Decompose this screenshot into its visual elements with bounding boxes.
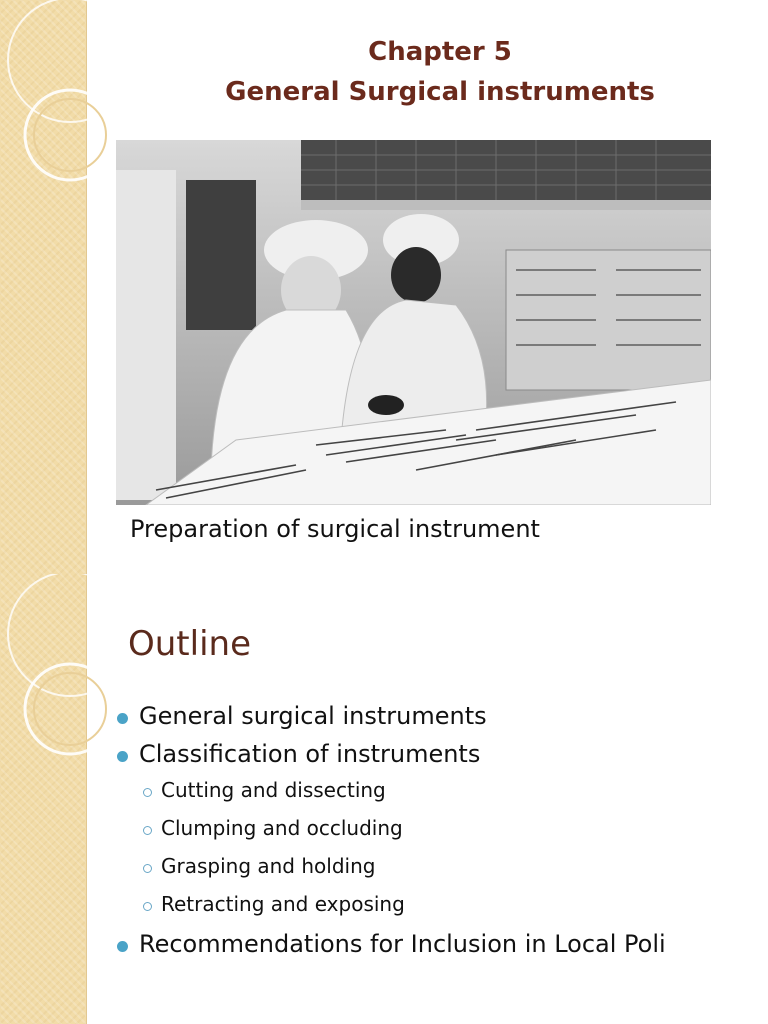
sub-list-item	[115, 816, 755, 840]
sub-list-item-label: Cutting and dissecting	[161, 778, 386, 802]
outline-list	[115, 702, 755, 968]
list-item	[115, 740, 755, 768]
bullet-icon	[117, 713, 128, 724]
list-item-label: Classification of instruments	[139, 740, 481, 768]
sub-bullet-icon	[143, 788, 152, 797]
surgical-preparation-photo	[116, 140, 711, 505]
sub-list-item	[115, 778, 755, 802]
sub-list-item-label: Retracting and exposing	[161, 892, 405, 916]
slide-outline	[0, 574, 768, 1024]
list-item-label: Recommendations for Inclusion in Local Poli	[139, 930, 666, 958]
list-item	[115, 930, 755, 958]
chapter-number: Chapter 5	[368, 37, 512, 67]
decorative-rings	[0, 0, 120, 574]
list-item	[115, 702, 755, 730]
sub-list-item	[115, 854, 755, 878]
outline-heading: Outline	[128, 624, 252, 664]
photo-caption: Preparation of surgical instrument	[130, 515, 540, 543]
sub-bullet-icon	[143, 864, 152, 873]
sub-list-item	[115, 892, 755, 916]
list-item-label: General surgical instruments	[139, 702, 487, 730]
bullet-icon	[117, 751, 128, 762]
sub-list-item-label: Grasping and holding	[161, 854, 376, 878]
sub-bullet-icon	[143, 902, 152, 911]
sub-list-item-label: Clumping and occluding	[161, 816, 403, 840]
sub-bullet-icon	[143, 826, 152, 835]
bullet-icon	[117, 941, 128, 952]
chapter-title: General Surgical instruments	[225, 77, 655, 107]
decorative-rings	[0, 574, 120, 1024]
